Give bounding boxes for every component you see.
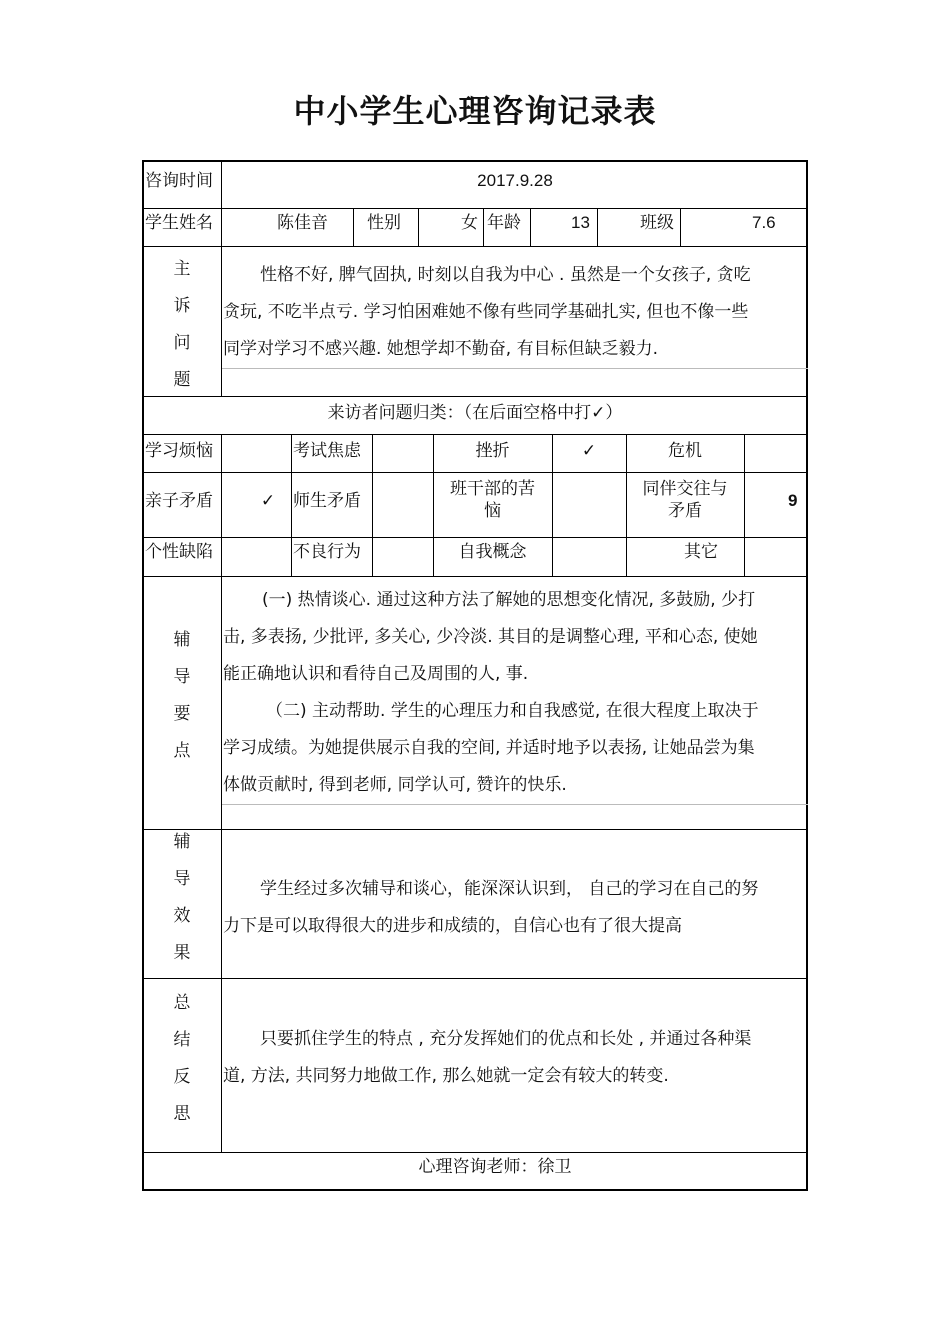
- category-crisis: 危机: [668, 441, 702, 461]
- age-value: 13: [571, 213, 590, 232]
- col-divider: [483, 208, 484, 246]
- row-divider: [142, 208, 808, 209]
- check-icon: ✓: [260, 491, 276, 511]
- category-self-concept: 自我概念: [458, 542, 527, 562]
- student-name-label: 学生姓名: [145, 213, 213, 233]
- classification-header: 来访者问题归类：（在后面空格中打✓）: [327, 403, 623, 423]
- row-divider: [142, 978, 808, 979]
- row-divider: [142, 246, 808, 247]
- category-bad-behavior: 不良行为: [293, 542, 361, 562]
- guidance-line: 击, 多表扬, 少批评, 多关心, 少冷淡. 其目的是调整心理, 平和心态, 使她: [223, 627, 758, 647]
- col-divider: [530, 208, 531, 246]
- peer-relations-mark: 9: [788, 491, 798, 510]
- main-issue-line: 贪玩, 不吃半点亏. 学习怕困难她不像有些同学基础扎实, 但也不像一些: [223, 302, 749, 322]
- main-issue-label: 主 诉 问 题: [173, 259, 191, 390]
- category-frustration: 挫折: [475, 441, 510, 461]
- class-label: 班级: [640, 213, 674, 233]
- row-divider: [142, 1152, 808, 1153]
- col-divider: [221, 160, 222, 396]
- guidance-line: 体做贡献时, 得到老师, 同学认可, 赞许的快乐.: [223, 775, 567, 795]
- category-teacher-student-conflict: 师生矛盾: [293, 491, 361, 511]
- col-divider: [221, 576, 222, 1152]
- col-divider: [418, 208, 419, 246]
- consult-time-value: 2017.9.28: [477, 171, 553, 190]
- category-parent-child-conflict: 亲子矛盾: [145, 491, 213, 511]
- page-title: 中小学生心理咨询记录表: [293, 92, 657, 130]
- col-divider: [680, 208, 681, 246]
- gender-value: 女: [461, 213, 478, 233]
- col-divider: [291, 434, 292, 576]
- guidance-line: （二) 主动帮助. 学生的心理压力和自我感觉, 在很大程度上取决于: [266, 701, 759, 721]
- category-personality-defect: 个性缺陷: [145, 542, 213, 562]
- guidance-line: (一) 热情谈心. 通过这种方法了解她的思想变化情况, 多鼓励, 少打: [262, 590, 756, 610]
- main-issue-line: 同学对学习不感兴趣. 她想学却不勤奋, 有目标但缺乏毅力.: [223, 339, 659, 359]
- row-divider: [142, 396, 808, 397]
- row-divider: [142, 537, 808, 538]
- check-icon: ✓: [591, 403, 606, 423]
- row-divider: [142, 576, 808, 577]
- summary-line: 只要抓住学生的特点 , 充分发挥她们的优点和长处 , 并通过各种渠: [260, 1029, 752, 1049]
- category-study-worry: 学习烦恼: [145, 441, 213, 461]
- guidance-line: 能正确地认识和看待自己及周围的人, 事.: [223, 664, 529, 684]
- row-divider: [142, 434, 808, 435]
- consult-time-label: 咨询时间: [145, 171, 213, 191]
- effect-line: 学生经过多次辅导和谈心，能深深认识到， 自己的学习在自己的努: [260, 879, 759, 899]
- category-cadre-troubles: 班干部的苦 恼: [450, 479, 535, 521]
- class-value: 7.6: [752, 213, 776, 232]
- effect-line: 力下是可以取得很大的进步和成绩的，自信心也有了很大提高: [223, 916, 682, 936]
- category-peer-relations: 同伴交往与 矛盾: [642, 479, 728, 521]
- main-issue-line: 性格不好, 脾气固执, 时刻以自我为中心 . 虽然是一个女孩子, 贪吃: [260, 265, 751, 285]
- guidance-label: 辅 导 要 点: [173, 630, 191, 761]
- summary-label: 总 结 反 思: [173, 993, 191, 1124]
- col-divider: [597, 208, 598, 246]
- row-divider: [142, 829, 808, 830]
- col-divider: [353, 208, 354, 246]
- counselor-signature: 心理咨询老师：徐卫: [418, 1157, 572, 1177]
- gender-label: 性别: [367, 213, 401, 233]
- check-icon: ✓: [581, 441, 597, 461]
- summary-line: 道, 方法, 共同努力地做工作, 那么她就一定会有较大的转变.: [223, 1066, 669, 1086]
- row-divider: [142, 472, 808, 473]
- student-name-value: 陈佳音: [277, 213, 328, 233]
- row-divider: [221, 368, 808, 369]
- col-divider: [372, 434, 373, 576]
- effect-label: 辅 导 效 果: [173, 832, 191, 963]
- guidance-line: 学习成绩。为她提供展示自我的空间, 并适时地予以表扬, 让她品尝为集: [223, 738, 755, 758]
- category-other: 其它: [684, 542, 718, 562]
- row-divider: [221, 804, 808, 805]
- age-label: 年龄: [487, 213, 521, 233]
- category-exam-anxiety: 考试焦虑: [293, 441, 361, 461]
